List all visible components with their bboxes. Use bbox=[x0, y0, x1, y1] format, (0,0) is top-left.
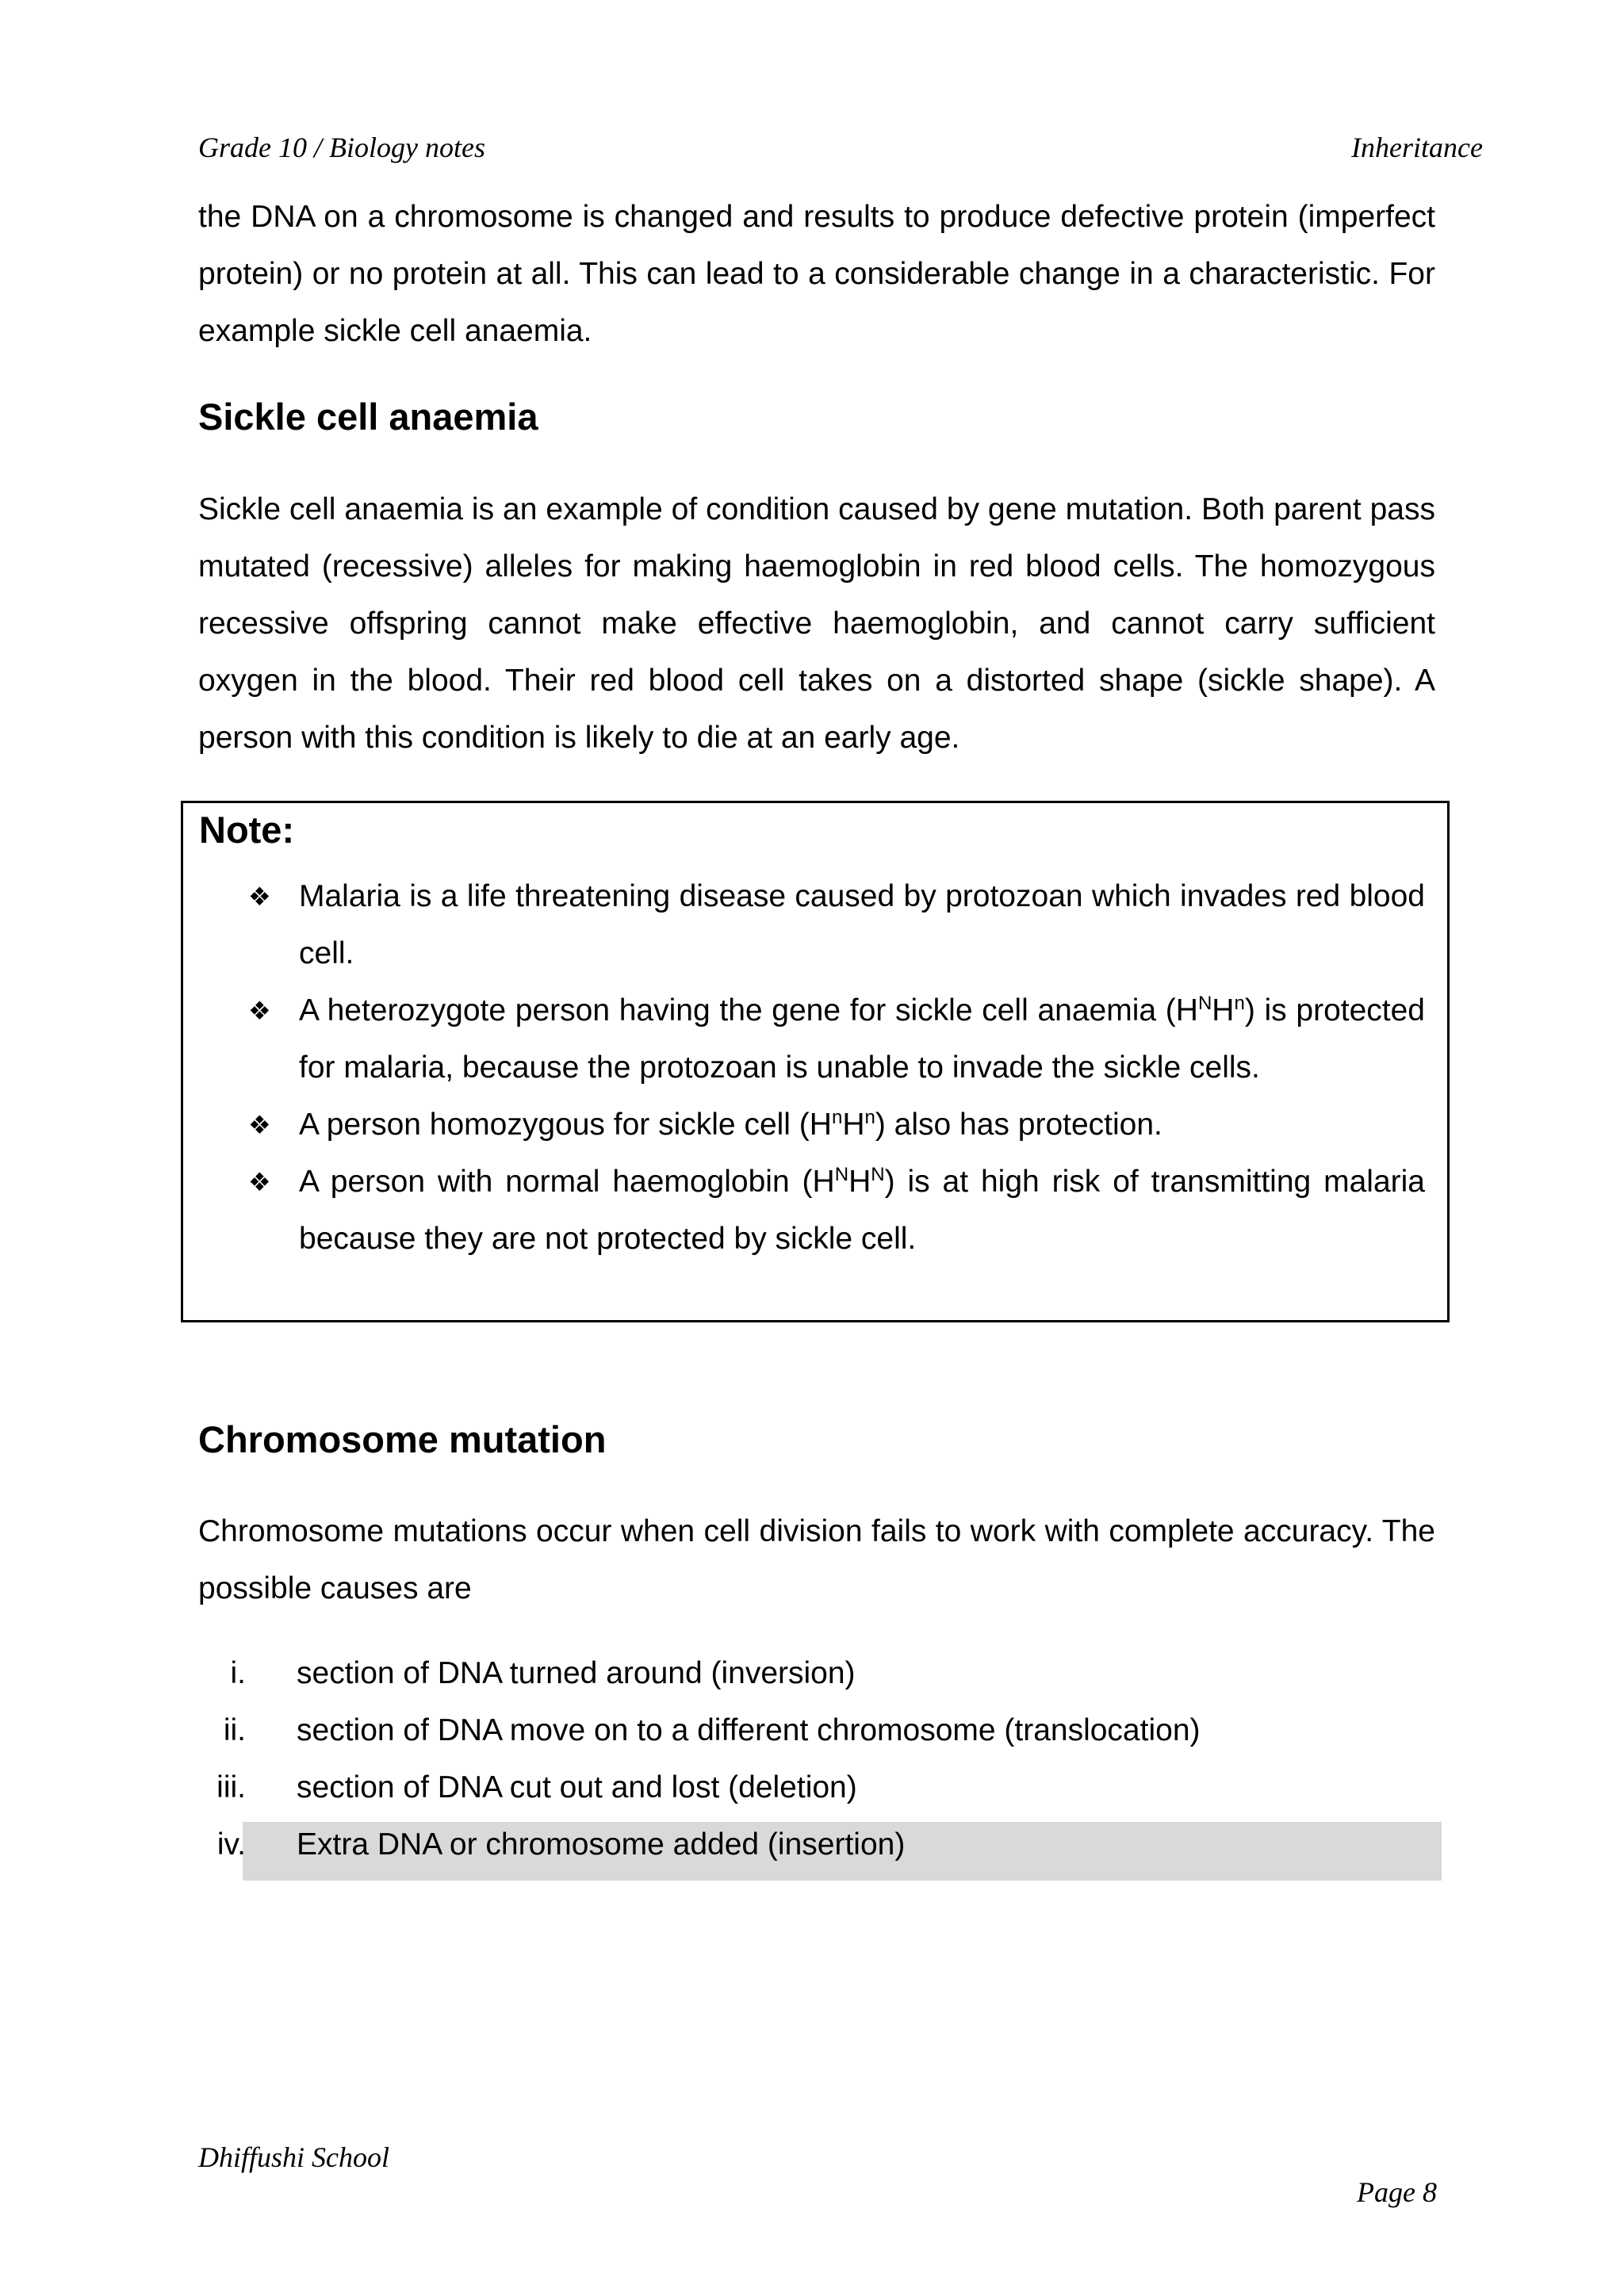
intro-paragraph: the DNA on a chromosome is changed and results to produce defective protein (imperfect protein) or no protein at all. This can lead to a considerable change in a characteristic. For example sickle cell anaemia. bbox=[198, 200, 1435, 348]
diamond-bullet-icon: ❖ bbox=[248, 1111, 271, 1139]
list-item-text: Extra DNA or chromosome added (insertion) bbox=[297, 1827, 906, 1862]
header-course-title: Grade 10 / Biology notes bbox=[198, 132, 485, 163]
note-item-text: Malaria is a life threatening disease caused by protozoan which invades red blood cell. bbox=[299, 879, 1425, 970]
diamond-bullet-icon: ❖ bbox=[248, 997, 271, 1025]
note-item bbox=[183, 982, 1441, 1096]
section-heading-chromosome-mutation: Chromosome mutation bbox=[198, 1418, 607, 1460]
note-item bbox=[183, 1096, 1441, 1154]
list-item-number: ii. bbox=[223, 1713, 246, 1747]
section-heading-sickle-cell: Sickle cell anaemia bbox=[198, 396, 538, 438]
list-item-text: section of DNA turned around (inversion) bbox=[297, 1656, 856, 1690]
header-topic: Inheritance bbox=[1351, 132, 1483, 163]
note-item-text: A person homozygous for sickle cell $(H^nH^n)$ also has protection. bbox=[299, 1107, 1162, 1142]
list-item-number: iii. bbox=[216, 1770, 246, 1804]
note-item bbox=[183, 1154, 1441, 1268]
list-item-number: iv. bbox=[216, 1827, 246, 1862]
footer-school-name: Dhiffushi School bbox=[198, 2141, 389, 2173]
mutation-causes-list bbox=[198, 1645, 1443, 1873]
list-item-text: section of DNA cut out and lost (deletion) bbox=[297, 1770, 857, 1804]
list-item bbox=[198, 1759, 1443, 1816]
chromosome-mutation-paragraph: Chromosome mutations occur when cell division fails to work with complete accuracy. The possible causes are bbox=[198, 1514, 1435, 1605]
list-item bbox=[198, 1645, 1443, 1702]
footer-page-number: Page 8 bbox=[1357, 2176, 1437, 2208]
note-item bbox=[183, 868, 1441, 982]
diamond-bullet-icon: ❖ bbox=[248, 1168, 271, 1196]
note-title: Note: bbox=[199, 809, 295, 851]
list-item bbox=[198, 1702, 1443, 1759]
list-item bbox=[198, 1816, 1443, 1873]
note-item-text: A person with normal haemoglobin $(H^NH^N)$ is at high risk of transmitting malaria because they are not protected by sickle cell. bbox=[299, 1164, 1425, 1256]
note-list bbox=[183, 868, 1452, 1268]
sickle-cell-paragraph: Sickle cell anaemia is an example of condition caused by gene mutation. Both parent pass mutated (recessive) alleles for making haemoglobin in red blood cells. The homozygous recessive offspring cannot make effective haemoglobin, and cannot carry sufficient oxygen in the blood. Their red blood cell takes on a distorted shape (sickle shape). A person with this condition is likely to die at an early age. bbox=[198, 492, 1435, 755]
note-box bbox=[181, 801, 1450, 1322]
list-item-text: section of DNA move on to a different chromosome (translocation) bbox=[297, 1713, 1201, 1747]
diamond-bullet-icon: ❖ bbox=[248, 882, 271, 911]
note-item-text: A heterozygote person having the gene for sickle cell anaemia $(H^NH^n)$ is protected for malaria, because the protozoan is unable to invade the sickle cells. bbox=[299, 993, 1425, 1085]
list-item-number: i. bbox=[230, 1656, 246, 1690]
